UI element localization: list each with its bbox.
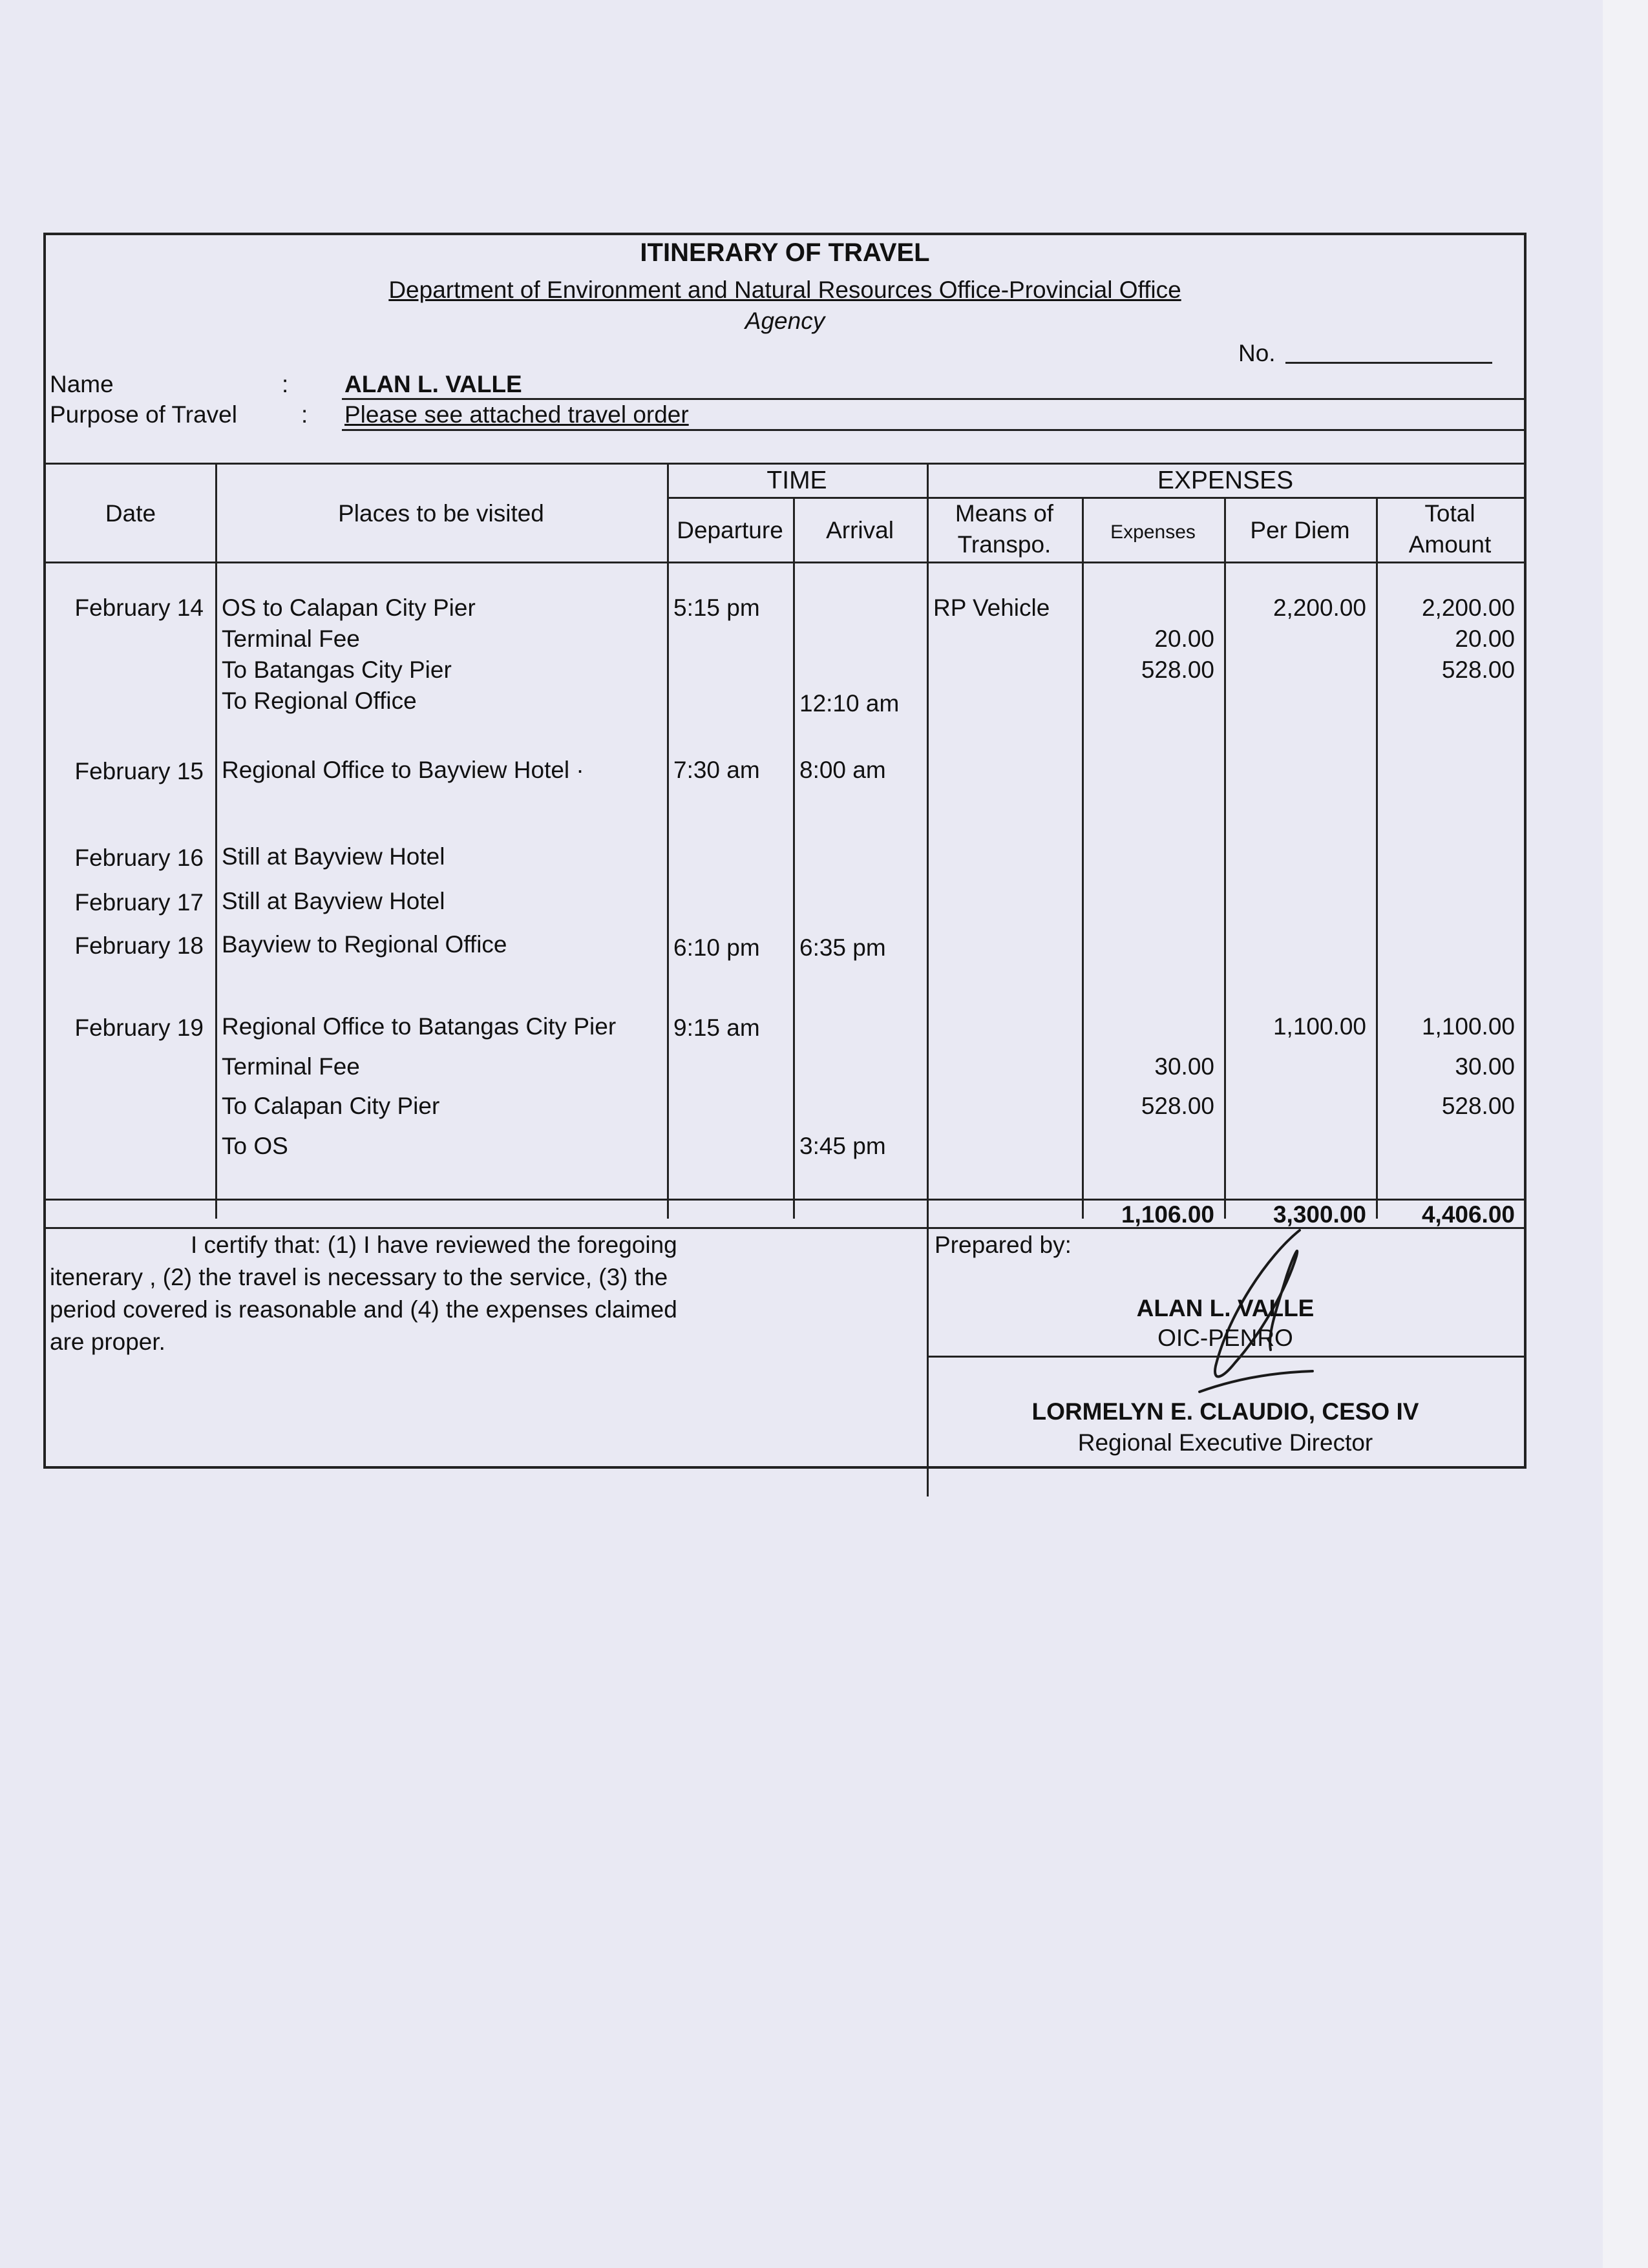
- certification-line-1: I certify that: (1) I have reviewed the foregoing: [191, 1232, 677, 1258]
- row-place: To Batangas City Pier: [222, 656, 452, 683]
- row-arrival: 6:35 pm: [799, 934, 886, 961]
- number-label: No.: [1238, 340, 1276, 366]
- row-date: February 14: [74, 594, 204, 621]
- prepared-by-name: ALAN L. VALLE: [1136, 1295, 1315, 1321]
- row-departure: 9:15 am: [673, 1014, 760, 1041]
- row-departure: 6:10 pm: [673, 934, 760, 961]
- row-place: To Regional Office: [222, 688, 417, 714]
- row-date: February 18: [74, 932, 204, 959]
- row-total: 1,100.00: [1421, 1013, 1515, 1040]
- col-header-total-2: Amount: [1408, 531, 1492, 558]
- col-header-per-diem: Per Diem: [1250, 517, 1350, 543]
- row-total: 528.00: [1441, 1093, 1515, 1119]
- col-header-departure: Departure: [677, 517, 783, 543]
- row-date: February 16: [74, 845, 204, 871]
- total-per-diem: 3,300.00: [1273, 1201, 1366, 1228]
- row-per-diem: 2,200.00: [1273, 594, 1366, 621]
- certification-line-4: are proper.: [50, 1328, 165, 1355]
- row-place: Regional Office to Bayview Hotel ·: [222, 757, 584, 783]
- row-place: To OS: [222, 1133, 288, 1159]
- row-arrival: 12:10 am: [799, 690, 900, 717]
- form-title: ITINERARY OF TRAVEL: [640, 238, 930, 267]
- certification-line-2: itenerary , (2) the travel is necessary to the service, (3) the: [50, 1264, 668, 1290]
- col-header-means-2: Transpo.: [957, 531, 1051, 558]
- itinerary-form: [43, 233, 1527, 1469]
- purpose-colon: :: [301, 401, 308, 428]
- certification-line-3: period covered is reasonable and (4) the expenses claimed: [50, 1296, 677, 1323]
- total-expenses: 1,106.00: [1121, 1201, 1214, 1228]
- row-place: Terminal Fee: [222, 625, 360, 652]
- row-place: Terminal Fee: [222, 1053, 360, 1080]
- row-expenses: 30.00: [1154, 1053, 1214, 1080]
- row-total: 528.00: [1441, 656, 1515, 683]
- row-place: To Calapan City Pier: [222, 1093, 440, 1119]
- row-place: Still at Bayview Hotel: [222, 843, 445, 870]
- department-name: Department of Environment and Natural Resources Office-Provincial Office: [388, 277, 1181, 303]
- header-bottom-line: [46, 562, 1524, 563]
- col-header-date: Date: [105, 500, 156, 527]
- approver-position: Regional Executive Director: [1077, 1429, 1373, 1456]
- col-line-departure: [793, 497, 795, 1219]
- col-header-expenses: Expenses: [1110, 521, 1196, 543]
- row-expenses: 528.00: [1141, 1093, 1214, 1119]
- col-line-date: [215, 463, 217, 1219]
- row-place: Bayview to Regional Office: [222, 931, 507, 958]
- row-arrival: 8:00 am: [799, 757, 886, 783]
- col-header-arrival: Arrival: [826, 517, 894, 543]
- row-arrival: 3:45 pm: [799, 1133, 886, 1159]
- col-header-places: Places to be visited: [338, 500, 544, 527]
- row-date: February 17: [74, 889, 204, 916]
- row-per-diem: 1,100.00: [1273, 1013, 1366, 1040]
- agency-label: Agency: [745, 308, 825, 334]
- table-top-border: [46, 463, 1524, 465]
- col-header-means-1: Means of: [955, 500, 1054, 527]
- prepared-by-position: OIC-PENRO: [1157, 1325, 1293, 1351]
- row-total: 30.00: [1455, 1053, 1515, 1080]
- row-departure: 5:15 pm: [673, 594, 760, 621]
- purpose-label: Purpose of Travel: [50, 401, 237, 428]
- col-header-expenses-group: EXPENSES: [1157, 467, 1294, 494]
- traveler-name: ALAN L. VALLE: [344, 371, 522, 397]
- row-date: February 15: [74, 758, 204, 784]
- row-place: Regional Office to Batangas City Pier: [222, 1013, 617, 1040]
- total-amount: 4,406.00: [1421, 1201, 1515, 1228]
- row-expenses: 20.00: [1154, 625, 1214, 652]
- row-place: OS to Calapan City Pier: [222, 594, 476, 621]
- name-colon: :: [282, 371, 289, 397]
- paper-edge: [1603, 0, 1648, 2268]
- row-place: Still at Bayview Hotel: [222, 888, 445, 914]
- prepared-by-label: Prepared by:: [935, 1232, 1072, 1258]
- col-line-places: [667, 463, 669, 1219]
- row-total: 2,200.00: [1421, 594, 1515, 621]
- col-header-total-1: Total: [1424, 500, 1475, 527]
- approver-name: LORMELYN E. CLAUDIO, CESO IV: [1031, 1398, 1419, 1425]
- purpose-underline: [342, 429, 1524, 431]
- row-departure: 7:30 am: [673, 757, 760, 783]
- name-label: Name: [50, 371, 114, 397]
- row-means: RP Vehicle: [933, 594, 1050, 621]
- col-header-time: TIME: [766, 467, 827, 494]
- purpose-value: Please see attached travel order: [344, 401, 689, 428]
- row-total: 20.00: [1455, 625, 1515, 652]
- row-date: February 19: [74, 1014, 204, 1041]
- signature-divider: [927, 1356, 1524, 1358]
- row-expenses: 528.00: [1141, 656, 1214, 683]
- number-blank-line: [1285, 362, 1492, 364]
